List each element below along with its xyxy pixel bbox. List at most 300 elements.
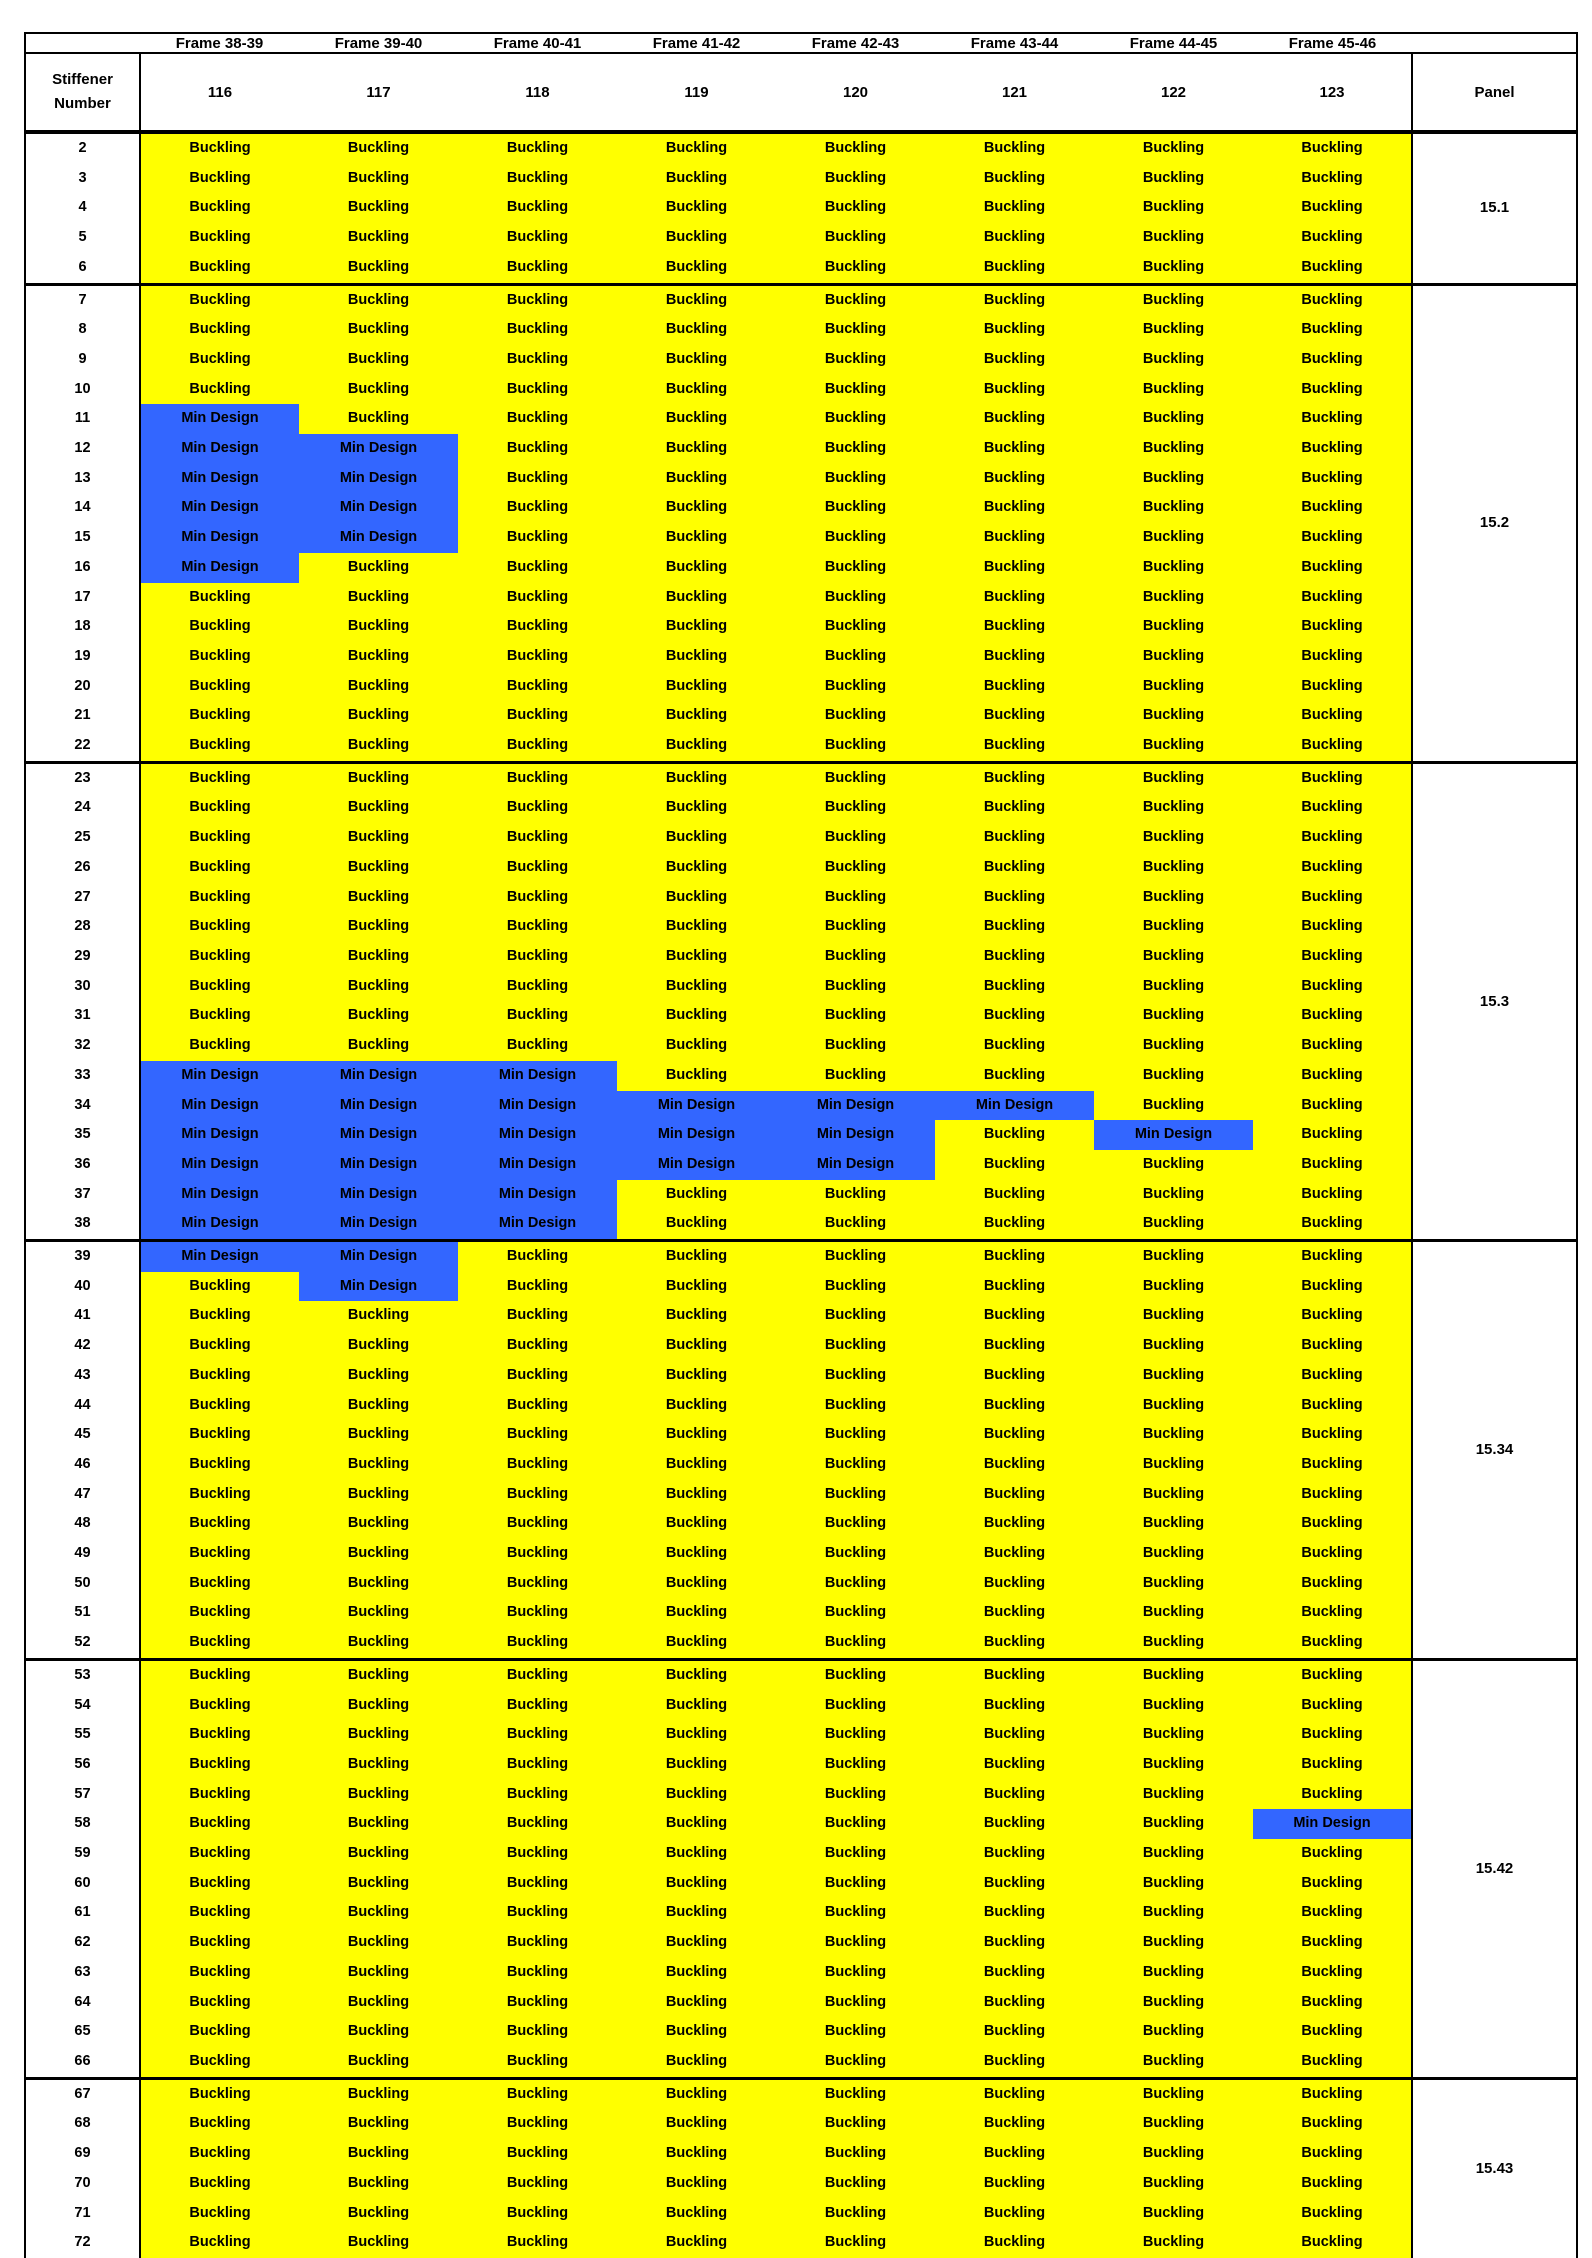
buckling-cell: Buckling bbox=[1253, 2078, 1412, 2109]
buckling-cell: Buckling bbox=[776, 823, 935, 853]
frame-number-header: 123 bbox=[1253, 53, 1412, 132]
buckling-cell: Buckling bbox=[140, 1598, 299, 1628]
stiffener-number: 62 bbox=[25, 1928, 140, 1958]
buckling-cell: Buckling bbox=[1094, 2169, 1253, 2199]
stiffener-number: 68 bbox=[25, 2109, 140, 2139]
table-row bbox=[25, 1509, 1577, 1539]
buckling-cell: Buckling bbox=[1253, 223, 1412, 253]
buckling-cell: Buckling bbox=[140, 612, 299, 642]
stiffener-number: 67 bbox=[25, 2078, 140, 2109]
frame-number-header: 119 bbox=[617, 53, 776, 132]
table-row bbox=[25, 315, 1577, 345]
buckling-cell: Buckling bbox=[140, 1988, 299, 2018]
buckling-cell: Buckling bbox=[299, 2017, 458, 2047]
buckling-cell: Buckling bbox=[1094, 823, 1253, 853]
buckling-cell: Buckling bbox=[776, 1628, 935, 1659]
buckling-cell: Buckling bbox=[140, 375, 299, 405]
table-row bbox=[25, 164, 1577, 194]
buckling-cell: Buckling bbox=[299, 1898, 458, 1928]
buckling-cell: Buckling bbox=[776, 434, 935, 464]
buckling-cell: Buckling bbox=[617, 2017, 776, 2047]
buckling-cell: Buckling bbox=[935, 2228, 1094, 2258]
buckling-cell: Buckling bbox=[776, 2109, 935, 2139]
buckling-cell: Buckling bbox=[935, 1988, 1094, 2018]
buckling-cell: Buckling bbox=[458, 642, 617, 672]
buckling-cell: Buckling bbox=[935, 823, 1094, 853]
buckling-cell: Buckling bbox=[1094, 375, 1253, 405]
buckling-cell: Buckling bbox=[140, 1272, 299, 1302]
table-row bbox=[25, 701, 1577, 731]
buckling-cell: Buckling bbox=[1094, 642, 1253, 672]
frame-range-header: Frame 38-39 bbox=[140, 33, 299, 53]
table-row bbox=[25, 1691, 1577, 1721]
stiffener-number: 49 bbox=[25, 1539, 140, 1569]
buckling-cell: Buckling bbox=[299, 1569, 458, 1599]
stiffener-failure-table bbox=[24, 32, 1578, 2258]
stiffener-number: 12 bbox=[25, 434, 140, 464]
buckling-cell: Buckling bbox=[1094, 1209, 1253, 1240]
buckling-cell: Buckling bbox=[299, 2199, 458, 2229]
buckling-cell: Buckling bbox=[776, 2169, 935, 2199]
buckling-cell: Buckling bbox=[458, 1869, 617, 1899]
buckling-cell: Buckling bbox=[935, 2109, 1094, 2139]
table-row bbox=[25, 1272, 1577, 1302]
buckling-cell: Buckling bbox=[1094, 2078, 1253, 2109]
buckling-cell: Buckling bbox=[776, 1331, 935, 1361]
buckling-cell: Buckling bbox=[299, 883, 458, 913]
buckling-cell: Buckling bbox=[1094, 345, 1253, 375]
buckling-cell: Buckling bbox=[1094, 612, 1253, 642]
buckling-cell: Buckling bbox=[1094, 2228, 1253, 2258]
stiffener-number: 60 bbox=[25, 1869, 140, 1899]
buckling-cell: Buckling bbox=[458, 1031, 617, 1061]
stiffener-number: 24 bbox=[25, 793, 140, 823]
table-row bbox=[25, 672, 1577, 702]
stiffener-number: 30 bbox=[25, 972, 140, 1002]
buckling-cell: Buckling bbox=[617, 2169, 776, 2199]
buckling-cell: Buckling bbox=[299, 193, 458, 223]
table-row bbox=[25, 912, 1577, 942]
buckling-cell: Buckling bbox=[776, 612, 935, 642]
buckling-cell: Buckling bbox=[1253, 972, 1412, 1002]
buckling-cell: Buckling bbox=[1253, 672, 1412, 702]
stiffener-number: 14 bbox=[25, 493, 140, 523]
buckling-cell: Buckling bbox=[776, 1691, 935, 1721]
buckling-cell: Buckling bbox=[617, 1509, 776, 1539]
buckling-cell: Buckling bbox=[617, 315, 776, 345]
buckling-cell: Buckling bbox=[140, 1331, 299, 1361]
buckling-cell: Buckling bbox=[1253, 1598, 1412, 1628]
buckling-cell: Buckling bbox=[1253, 1928, 1412, 1958]
buckling-cell: Buckling bbox=[1094, 1420, 1253, 1450]
buckling-cell: Buckling bbox=[935, 762, 1094, 793]
buckling-cell: Buckling bbox=[776, 553, 935, 583]
table-row bbox=[25, 731, 1577, 762]
table-row bbox=[25, 1061, 1577, 1091]
buckling-cell: Buckling bbox=[935, 912, 1094, 942]
min-design-cell: Min Design bbox=[617, 1091, 776, 1121]
buckling-cell: Buckling bbox=[1253, 1450, 1412, 1480]
buckling-cell: Buckling bbox=[458, 1361, 617, 1391]
buckling-cell: Buckling bbox=[1253, 132, 1412, 164]
stiffener-number: 44 bbox=[25, 1391, 140, 1421]
buckling-cell: Buckling bbox=[1094, 2109, 1253, 2139]
buckling-cell: Buckling bbox=[140, 583, 299, 613]
buckling-cell: Buckling bbox=[299, 972, 458, 1002]
buckling-cell: Buckling bbox=[935, 1001, 1094, 1031]
table-row bbox=[25, 1958, 1577, 1988]
buckling-cell: Buckling bbox=[935, 434, 1094, 464]
min-design-cell: Min Design bbox=[299, 1180, 458, 1210]
buckling-cell: Buckling bbox=[776, 1301, 935, 1331]
buckling-cell: Buckling bbox=[458, 1720, 617, 1750]
buckling-cell: Buckling bbox=[935, 1420, 1094, 1450]
buckling-cell: Buckling bbox=[1253, 1628, 1412, 1659]
min-design-cell: Min Design bbox=[299, 1061, 458, 1091]
buckling-cell: Buckling bbox=[1253, 1420, 1412, 1450]
buckling-cell: Buckling bbox=[935, 315, 1094, 345]
buckling-cell: Buckling bbox=[935, 284, 1094, 315]
buckling-cell: Buckling bbox=[935, 464, 1094, 494]
buckling-cell: Buckling bbox=[1094, 1150, 1253, 1180]
buckling-cell: Buckling bbox=[299, 404, 458, 434]
frame-number-header: 117 bbox=[299, 53, 458, 132]
table-row bbox=[25, 762, 1577, 793]
buckling-cell: Buckling bbox=[299, 1450, 458, 1480]
buckling-cell: Buckling bbox=[776, 1598, 935, 1628]
table-row bbox=[25, 1569, 1577, 1599]
buckling-cell: Buckling bbox=[617, 972, 776, 1002]
table-row bbox=[25, 793, 1577, 823]
buckling-cell: Buckling bbox=[1094, 1691, 1253, 1721]
buckling-cell: Buckling bbox=[299, 1958, 458, 1988]
buckling-cell: Buckling bbox=[935, 553, 1094, 583]
buckling-cell: Buckling bbox=[299, 2169, 458, 2199]
buckling-cell: Buckling bbox=[776, 1509, 935, 1539]
buckling-cell: Buckling bbox=[935, 345, 1094, 375]
buckling-cell: Buckling bbox=[458, 1450, 617, 1480]
buckling-cell: Buckling bbox=[458, 2017, 617, 2047]
buckling-cell: Buckling bbox=[1253, 2017, 1412, 2047]
stiffener-number: 52 bbox=[25, 1628, 140, 1659]
frame-range-header: Frame 45-46 bbox=[1253, 33, 1412, 53]
buckling-cell: Buckling bbox=[299, 2047, 458, 2078]
buckling-cell: Buckling bbox=[776, 853, 935, 883]
buckling-cell: Buckling bbox=[1094, 1839, 1253, 1869]
buckling-cell: Buckling bbox=[458, 404, 617, 434]
buckling-cell: Buckling bbox=[140, 1509, 299, 1539]
buckling-cell: Buckling bbox=[1253, 942, 1412, 972]
buckling-cell: Buckling bbox=[935, 1598, 1094, 1628]
table-row bbox=[25, 2139, 1577, 2169]
buckling-cell: Buckling bbox=[299, 223, 458, 253]
buckling-cell: Buckling bbox=[1094, 972, 1253, 1002]
buckling-cell: Buckling bbox=[1253, 1331, 1412, 1361]
panel-value: 15.34 bbox=[1412, 1241, 1577, 1660]
buckling-cell: Buckling bbox=[458, 1659, 617, 1690]
buckling-cell: Buckling bbox=[1094, 2139, 1253, 2169]
table-row bbox=[25, 1928, 1577, 1958]
buckling-cell: Buckling bbox=[776, 223, 935, 253]
stiffener-number: 65 bbox=[25, 2017, 140, 2047]
table-body bbox=[25, 33, 1577, 2258]
buckling-cell: Buckling bbox=[458, 731, 617, 762]
buckling-cell: Buckling bbox=[776, 1958, 935, 1988]
buckling-cell: Buckling bbox=[776, 972, 935, 1002]
buckling-cell: Buckling bbox=[140, 1809, 299, 1839]
buckling-cell: Buckling bbox=[1094, 1480, 1253, 1510]
buckling-cell: Buckling bbox=[299, 1988, 458, 2018]
buckling-cell: Buckling bbox=[140, 1391, 299, 1421]
buckling-cell: Buckling bbox=[1253, 731, 1412, 762]
buckling-cell: Buckling bbox=[140, 823, 299, 853]
buckling-cell: Buckling bbox=[776, 2199, 935, 2229]
buckling-cell: Buckling bbox=[140, 2047, 299, 2078]
buckling-cell: Buckling bbox=[299, 612, 458, 642]
buckling-cell: Buckling bbox=[1094, 223, 1253, 253]
frame-header-blank bbox=[1412, 33, 1577, 53]
buckling-cell: Buckling bbox=[299, 553, 458, 583]
panel-value: 15.43 bbox=[1412, 2078, 1577, 2258]
table-row bbox=[25, 1780, 1577, 1810]
buckling-cell: Buckling bbox=[617, 1301, 776, 1331]
buckling-cell: Buckling bbox=[617, 1659, 776, 1690]
stiffener-number: 58 bbox=[25, 1809, 140, 1839]
buckling-cell: Buckling bbox=[1253, 345, 1412, 375]
buckling-cell: Buckling bbox=[935, 1301, 1094, 1331]
buckling-cell: Buckling bbox=[140, 1001, 299, 1031]
min-design-cell: Min Design bbox=[299, 1241, 458, 1272]
table-row bbox=[25, 583, 1577, 613]
buckling-cell: Buckling bbox=[1253, 1061, 1412, 1091]
buckling-cell: Buckling bbox=[458, 672, 617, 702]
buckling-cell: Buckling bbox=[617, 1061, 776, 1091]
buckling-cell: Buckling bbox=[1253, 612, 1412, 642]
buckling-cell: Buckling bbox=[140, 642, 299, 672]
table-row bbox=[25, 2228, 1577, 2258]
buckling-cell: Buckling bbox=[776, 793, 935, 823]
buckling-cell: Buckling bbox=[458, 193, 617, 223]
buckling-cell: Buckling bbox=[776, 1869, 935, 1899]
buckling-cell: Buckling bbox=[617, 253, 776, 284]
buckling-cell: Buckling bbox=[140, 1869, 299, 1899]
buckling-cell: Buckling bbox=[458, 1480, 617, 1510]
buckling-cell: Buckling bbox=[1094, 315, 1253, 345]
buckling-cell: Buckling bbox=[776, 1659, 935, 1690]
buckling-cell: Buckling bbox=[1094, 1898, 1253, 1928]
stiffener-number: 3 bbox=[25, 164, 140, 194]
table-row bbox=[25, 1391, 1577, 1421]
buckling-cell: Buckling bbox=[1253, 464, 1412, 494]
buckling-cell: Buckling bbox=[1253, 1301, 1412, 1331]
stiffener-number: 55 bbox=[25, 1720, 140, 1750]
table-row bbox=[25, 823, 1577, 853]
min-design-cell: Min Design bbox=[140, 1241, 299, 1272]
buckling-cell: Buckling bbox=[299, 1509, 458, 1539]
buckling-cell: Buckling bbox=[1253, 1750, 1412, 1780]
buckling-cell: Buckling bbox=[1253, 2228, 1412, 2258]
buckling-cell: Buckling bbox=[1253, 1509, 1412, 1539]
buckling-cell: Buckling bbox=[458, 1331, 617, 1361]
table-row bbox=[25, 1120, 1577, 1150]
buckling-cell: Buckling bbox=[1094, 493, 1253, 523]
buckling-cell: Buckling bbox=[617, 2139, 776, 2169]
stiffener-number: 38 bbox=[25, 1209, 140, 1240]
stiffener-number: 37 bbox=[25, 1180, 140, 1210]
buckling-cell: Buckling bbox=[140, 2199, 299, 2229]
stiffener-number: 19 bbox=[25, 642, 140, 672]
buckling-cell: Buckling bbox=[299, 1750, 458, 1780]
frame-range-header: Frame 43-44 bbox=[935, 33, 1094, 53]
buckling-cell: Buckling bbox=[935, 612, 1094, 642]
buckling-cell: Buckling bbox=[617, 701, 776, 731]
buckling-cell: Buckling bbox=[1094, 164, 1253, 194]
buckling-cell: Buckling bbox=[935, 1391, 1094, 1421]
min-design-cell: Min Design bbox=[458, 1061, 617, 1091]
buckling-cell: Buckling bbox=[458, 1569, 617, 1599]
buckling-cell: Buckling bbox=[299, 1001, 458, 1031]
buckling-cell: Buckling bbox=[1094, 1628, 1253, 1659]
stiffener-number: 32 bbox=[25, 1031, 140, 1061]
buckling-cell: Buckling bbox=[299, 345, 458, 375]
buckling-cell: Buckling bbox=[299, 1928, 458, 1958]
buckling-cell: Buckling bbox=[776, 1928, 935, 1958]
stiffener-number: 4 bbox=[25, 193, 140, 223]
stiffener-number: 31 bbox=[25, 1001, 140, 1031]
min-design-cell: Min Design bbox=[458, 1180, 617, 1210]
buckling-cell: Buckling bbox=[299, 1420, 458, 1450]
buckling-cell: Buckling bbox=[1253, 553, 1412, 583]
stiffener-number: 59 bbox=[25, 1839, 140, 1869]
buckling-cell: Buckling bbox=[1253, 253, 1412, 284]
buckling-cell: Buckling bbox=[458, 1780, 617, 1810]
stiffener-number: 51 bbox=[25, 1598, 140, 1628]
table-row bbox=[25, 132, 1577, 164]
table-row bbox=[25, 404, 1577, 434]
min-design-cell: Min Design bbox=[617, 1120, 776, 1150]
buckling-cell: Buckling bbox=[140, 2228, 299, 2258]
buckling-cell: Buckling bbox=[1253, 762, 1412, 793]
buckling-cell: Buckling bbox=[1253, 823, 1412, 853]
buckling-cell: Buckling bbox=[617, 523, 776, 553]
buckling-cell: Buckling bbox=[458, 493, 617, 523]
buckling-cell: Buckling bbox=[1094, 1958, 1253, 1988]
buckling-cell: Buckling bbox=[299, 701, 458, 731]
buckling-cell: Buckling bbox=[140, 345, 299, 375]
buckling-cell: Buckling bbox=[140, 1569, 299, 1599]
buckling-cell: Buckling bbox=[1253, 912, 1412, 942]
buckling-cell: Buckling bbox=[617, 1988, 776, 2018]
buckling-cell: Buckling bbox=[458, 1420, 617, 1450]
buckling-cell: Buckling bbox=[299, 2109, 458, 2139]
buckling-cell: Buckling bbox=[458, 762, 617, 793]
buckling-cell: Buckling bbox=[935, 1809, 1094, 1839]
table-row bbox=[25, 1869, 1577, 1899]
buckling-cell: Buckling bbox=[299, 793, 458, 823]
frame-range-header: Frame 44-45 bbox=[1094, 33, 1253, 53]
table-row bbox=[25, 523, 1577, 553]
buckling-cell: Buckling bbox=[458, 1391, 617, 1421]
buckling-cell: Buckling bbox=[1253, 1898, 1412, 1928]
buckling-cell: Buckling bbox=[617, 2109, 776, 2139]
buckling-cell: Buckling bbox=[935, 1659, 1094, 1690]
panel-header: Panel bbox=[1412, 53, 1577, 132]
buckling-cell: Buckling bbox=[617, 553, 776, 583]
buckling-cell: Buckling bbox=[458, 553, 617, 583]
buckling-cell: Buckling bbox=[458, 2109, 617, 2139]
buckling-cell: Buckling bbox=[935, 1509, 1094, 1539]
buckling-cell: Buckling bbox=[140, 1928, 299, 1958]
buckling-cell: Buckling bbox=[1094, 583, 1253, 613]
panel-value: 15.2 bbox=[1412, 284, 1577, 762]
buckling-cell: Buckling bbox=[1253, 1958, 1412, 1988]
buckling-cell: Buckling bbox=[776, 1450, 935, 1480]
buckling-cell: Buckling bbox=[617, 493, 776, 523]
stiffener-number: 72 bbox=[25, 2228, 140, 2258]
min-design-cell: Min Design bbox=[299, 1120, 458, 1150]
buckling-cell: Buckling bbox=[140, 853, 299, 883]
min-design-cell: Min Design bbox=[140, 404, 299, 434]
buckling-cell: Buckling bbox=[140, 2169, 299, 2199]
buckling-cell: Buckling bbox=[617, 2199, 776, 2229]
table-row bbox=[25, 942, 1577, 972]
table-row bbox=[25, 345, 1577, 375]
buckling-cell: Buckling bbox=[1094, 1031, 1253, 1061]
buckling-cell: Buckling bbox=[1094, 1331, 1253, 1361]
buckling-cell: Buckling bbox=[776, 883, 935, 913]
min-design-cell: Min Design bbox=[140, 434, 299, 464]
buckling-cell: Buckling bbox=[776, 345, 935, 375]
buckling-cell: Buckling bbox=[935, 493, 1094, 523]
buckling-cell: Buckling bbox=[1253, 434, 1412, 464]
buckling-cell: Buckling bbox=[776, 464, 935, 494]
buckling-cell: Buckling bbox=[458, 1598, 617, 1628]
buckling-cell: Buckling bbox=[1253, 1988, 1412, 2018]
buckling-cell: Buckling bbox=[458, 853, 617, 883]
buckling-cell: Buckling bbox=[617, 1720, 776, 1750]
table-row bbox=[25, 1241, 1577, 1272]
stiffener-number: 70 bbox=[25, 2169, 140, 2199]
buckling-cell: Buckling bbox=[617, 2228, 776, 2258]
buckling-cell: Buckling bbox=[458, 2169, 617, 2199]
buckling-cell: Buckling bbox=[1094, 1450, 1253, 1480]
buckling-cell: Buckling bbox=[299, 1869, 458, 1899]
buckling-cell: Buckling bbox=[776, 701, 935, 731]
buckling-cell: Buckling bbox=[140, 701, 299, 731]
buckling-cell: Buckling bbox=[140, 164, 299, 194]
buckling-cell: Buckling bbox=[935, 972, 1094, 1002]
buckling-cell: Buckling bbox=[935, 1031, 1094, 1061]
buckling-cell: Buckling bbox=[935, 883, 1094, 913]
buckling-cell: Buckling bbox=[1094, 1241, 1253, 1272]
buckling-cell: Buckling bbox=[1094, 2047, 1253, 2078]
buckling-cell: Buckling bbox=[1094, 1598, 1253, 1628]
min-design-cell: Min Design bbox=[140, 523, 299, 553]
buckling-cell: Buckling bbox=[1094, 942, 1253, 972]
buckling-cell: Buckling bbox=[299, 164, 458, 194]
stiffener-number: 22 bbox=[25, 731, 140, 762]
stiffener-number: 15 bbox=[25, 523, 140, 553]
buckling-cell: Buckling bbox=[458, 1958, 617, 1988]
table-row bbox=[25, 1720, 1577, 1750]
buckling-cell: Buckling bbox=[299, 853, 458, 883]
buckling-cell: Buckling bbox=[458, 253, 617, 284]
stiffener-number: 33 bbox=[25, 1061, 140, 1091]
buckling-cell: Buckling bbox=[617, 2047, 776, 2078]
buckling-cell: Buckling bbox=[1253, 1480, 1412, 1510]
buckling-cell: Buckling bbox=[299, 762, 458, 793]
buckling-cell: Buckling bbox=[1094, 1928, 1253, 1958]
